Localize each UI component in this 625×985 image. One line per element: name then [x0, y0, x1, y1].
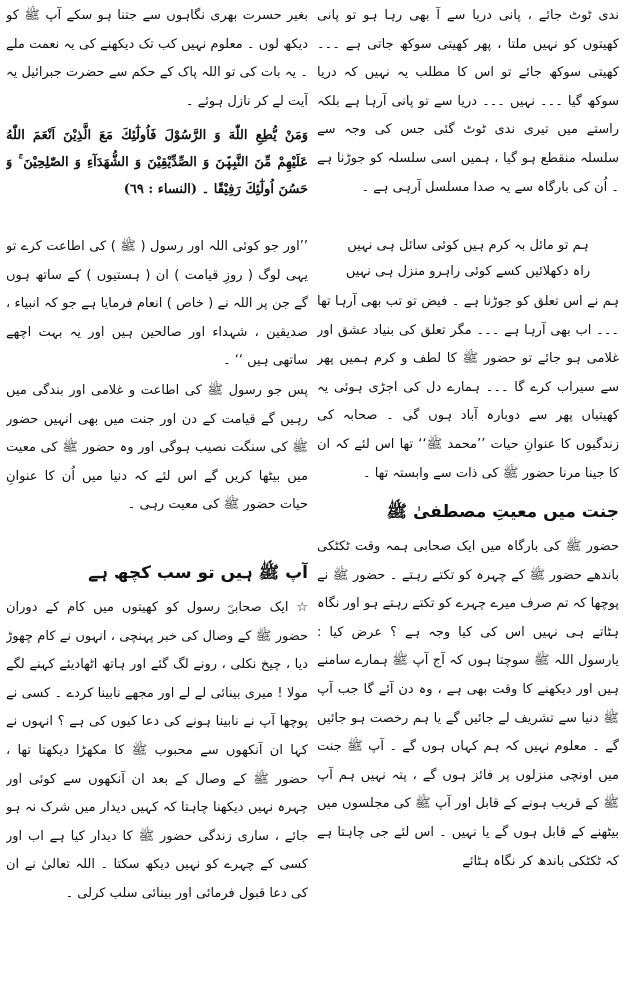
- paragraph-companion-blindness: ☆ ایک صحابیؓ رسول کو کھیتوں میں کام کے دوران حضور ﷺ کے وصال کی خبر پہنچی ، انہوں نے کام چھوڑ دیا ، چیخ نکلی ، رونے لگ گئے اور ہاتھ اٹھادیئے کہنے لگے مولا ! میری بینائی لے لے اور مجھے نابینا کردے ۔ کسی نے پوچھا آپ نے نابینا ہونے کی دعا کیوں کی ہے ؟ انہوں نے کہا ان آنکھوں سے محبوب ﷺ کا مکھڑا دیکھتا تھا ، حضور ﷺ کے وصال کے بعد ان آنکھوں سے کوئی اور چہرہ نہیں دیکھنا چاہتا کہ کہیں دیدار میں شرک نہ ہو جائے ، ساری زندگی حضور ﷺ کا دیدار کیا ہے اب اور کسی کے چہرے کو نہیں دیکھ سکتا ۔ اللہ تعالیٰ نے ان کی دعا قبول فرمائی اور بینائی سلب کرلی ۔: [6, 600, 308, 901]
- right-column: [317, 2, 619, 982]
- poetry-verse-2: راہ دکھلائیں کسے کوئی راہرو منزل ہی نہیں: [345, 264, 591, 279]
- section-heading-everything: آپ ﷺ ہیں تو سب کچھ ہے: [88, 563, 308, 583]
- left-column: [6, 2, 308, 982]
- poetry-verse-1: ہم تو مائل بہ کرم ہیں کوئی سائل ہی نہیں: [347, 238, 589, 253]
- paragraph-connection: ہم نے اس تعلق کو جوڑنا ہے ۔ فیض تو تب بھی آرہا تھا ۔۔۔ اب بھی آرہا ہے ۔۔۔ مگر تعلق کی بنیاد عشق اور غلامی ہو جائے تو حضور ﷺ کا لطف و کرم ہمیں پھر سے سیراب کرے گا ۔۔۔ ہمارے دل کی اجڑی ہوئی یہ کھیتیاں پھر سے دوبارہ آباد ہوں گی ۔ صحابہ کی زندگیوں کا عنوانِ حیات ’’محمد ﷺ‘‘ تھا اس لئے کہ ان کا جینا مرنا حضور ﷺ کی ذات سے وابستہ تھا ۔: [317, 294, 619, 481]
- paragraph-translation: ’’اور جو کوئی اللہ اور رسول ( ﷺ ) کی اطاعت کرے تو یہی لوگ ( روزِ قیامت ) ان ( ہستیوں ) کے ساتھ ہوں گے جن پر اللہ نے ( خاص ) انعام فرمایا ہے جو کہ انبیاء ، صدیقین ، شہداء اور صالحین ہیں اور یہ بہت اچھے ساتھی ہیں ‘‘ ۔: [6, 239, 308, 369]
- paragraph-revelation: بغیر حسرت بھری نگاہوں سے جتنا ہو سکے آپ ﷺ کو دیکھ لوں ۔ معلوم نہیں کب تک دیکھنے کی یہ نعمت ملے ۔ یہ بات کی تو اللہ پاک کے حکم سے حضرت جبرائیل یہ آیت لے کر نازل ہوئے ۔: [6, 8, 308, 109]
- quran-verse-arabic: وَمَنْ يُّطِعِ اللّٰهَ وَ الرَّسُوْلَ فَاُولٰٓئِكَ مَعَ الَّذِيْنَ اَنْعَمَ اللّٰهُ عَلَيْهِمْ مِّنَ النَّبِيّٖنَ وَ الصِّدِّيْقِيْنَ وَ الشُّهَدَآءِ وَ الصّٰلِحِيْنَ ۚ وَ حَسُنَ اُولٰٓئِكَ رَفِيْقًا ۔ (النساء : ٦٩): [6, 128, 308, 197]
- section-heading-paradise-companionship: جنت میں معیتِ مصطفیٰ ﷺ: [386, 502, 619, 522]
- paragraph-companion-gaze: حضور ﷺ کی بارگاہ میں ایک صحابی ہمہ وقت ٹکٹکی باندھے حضور ﷺ کے چہرہ کو تکتے رہتے ۔ حضور ﷺ نے پوچھا کہ تم صرف میرے چہرے کو تکتے رہتے ہو اور نگاہ ہٹاتے ہی نہیں اس کی کیا وجہ ہے ؟ عرض کیا : یارسول اللہ ﷺ سوچتا ہوں کہ آج آپ ﷺ ہمارے سامنے ہیں اور دیکھنے کا وقت بھی ہے ، وہ دن آئے گا جب آپ ﷺ دنیا سے تشریف لے جائیں گے یا ہم رخصت ہو جائیں گے ۔ معلوم نہیں کہ ہم کہاں ہوں گے ۔ آپ ﷺ جنت میں اونچی منزلوں پر فائز ہوں گے ، پتہ نہیں ہم آپ ﷺ کے قریب ہونے کے قابل اور آپ ﷺ کی مجلسوں میں بیٹھنے کے قابل ہوں گے یا نہیں ۔ اس لئے جی چاہتا ہے کہ ٹکٹکی باندھ کر نگاہ ہٹائے: [317, 539, 619, 869]
- paragraph-river-analogy: ندی ٹوٹ جائے ، پانی دریا سے آ بھی رہا ہو تو پانی کھیتوں کو نہیں ملتا ، پھر کھیتی سوکھ جاتی ہے ۔۔۔ کھیتی سوکھ جائے تو اس کا مطلب یہ نہیں کہ دریا سوکھ گیا ۔۔۔ نہیں ۔۔۔ دریا سے تو پانی آرہا ہے بلکہ راستے میں تیری ندی ٹوٹ گئی جس کی وجہ سے سلسلہ منقطع ہو گیا ، ہمیں اسی سلسلہ کو جوڑنا ہے ۔ اُن کی بارگاہ سے یہ صدا مسلسل آرہی ہے ۔: [317, 8, 619, 195]
- paragraph-obedience: پس جو رسول ﷺ کی اطاعت و غلامی اور بندگی میں رہیں گے قیامت کے دن اور جنت میں بھی انہیں حضور ﷺ کی سنگت نصیب ہوگی اور وہ حضور ﷺ کی معیت میں بیٹھا کریں گے اس لئے کہ دنیا میں اُن کا عنوانِ حیات حضور ﷺ کی معیت رہی ۔: [6, 383, 308, 513]
